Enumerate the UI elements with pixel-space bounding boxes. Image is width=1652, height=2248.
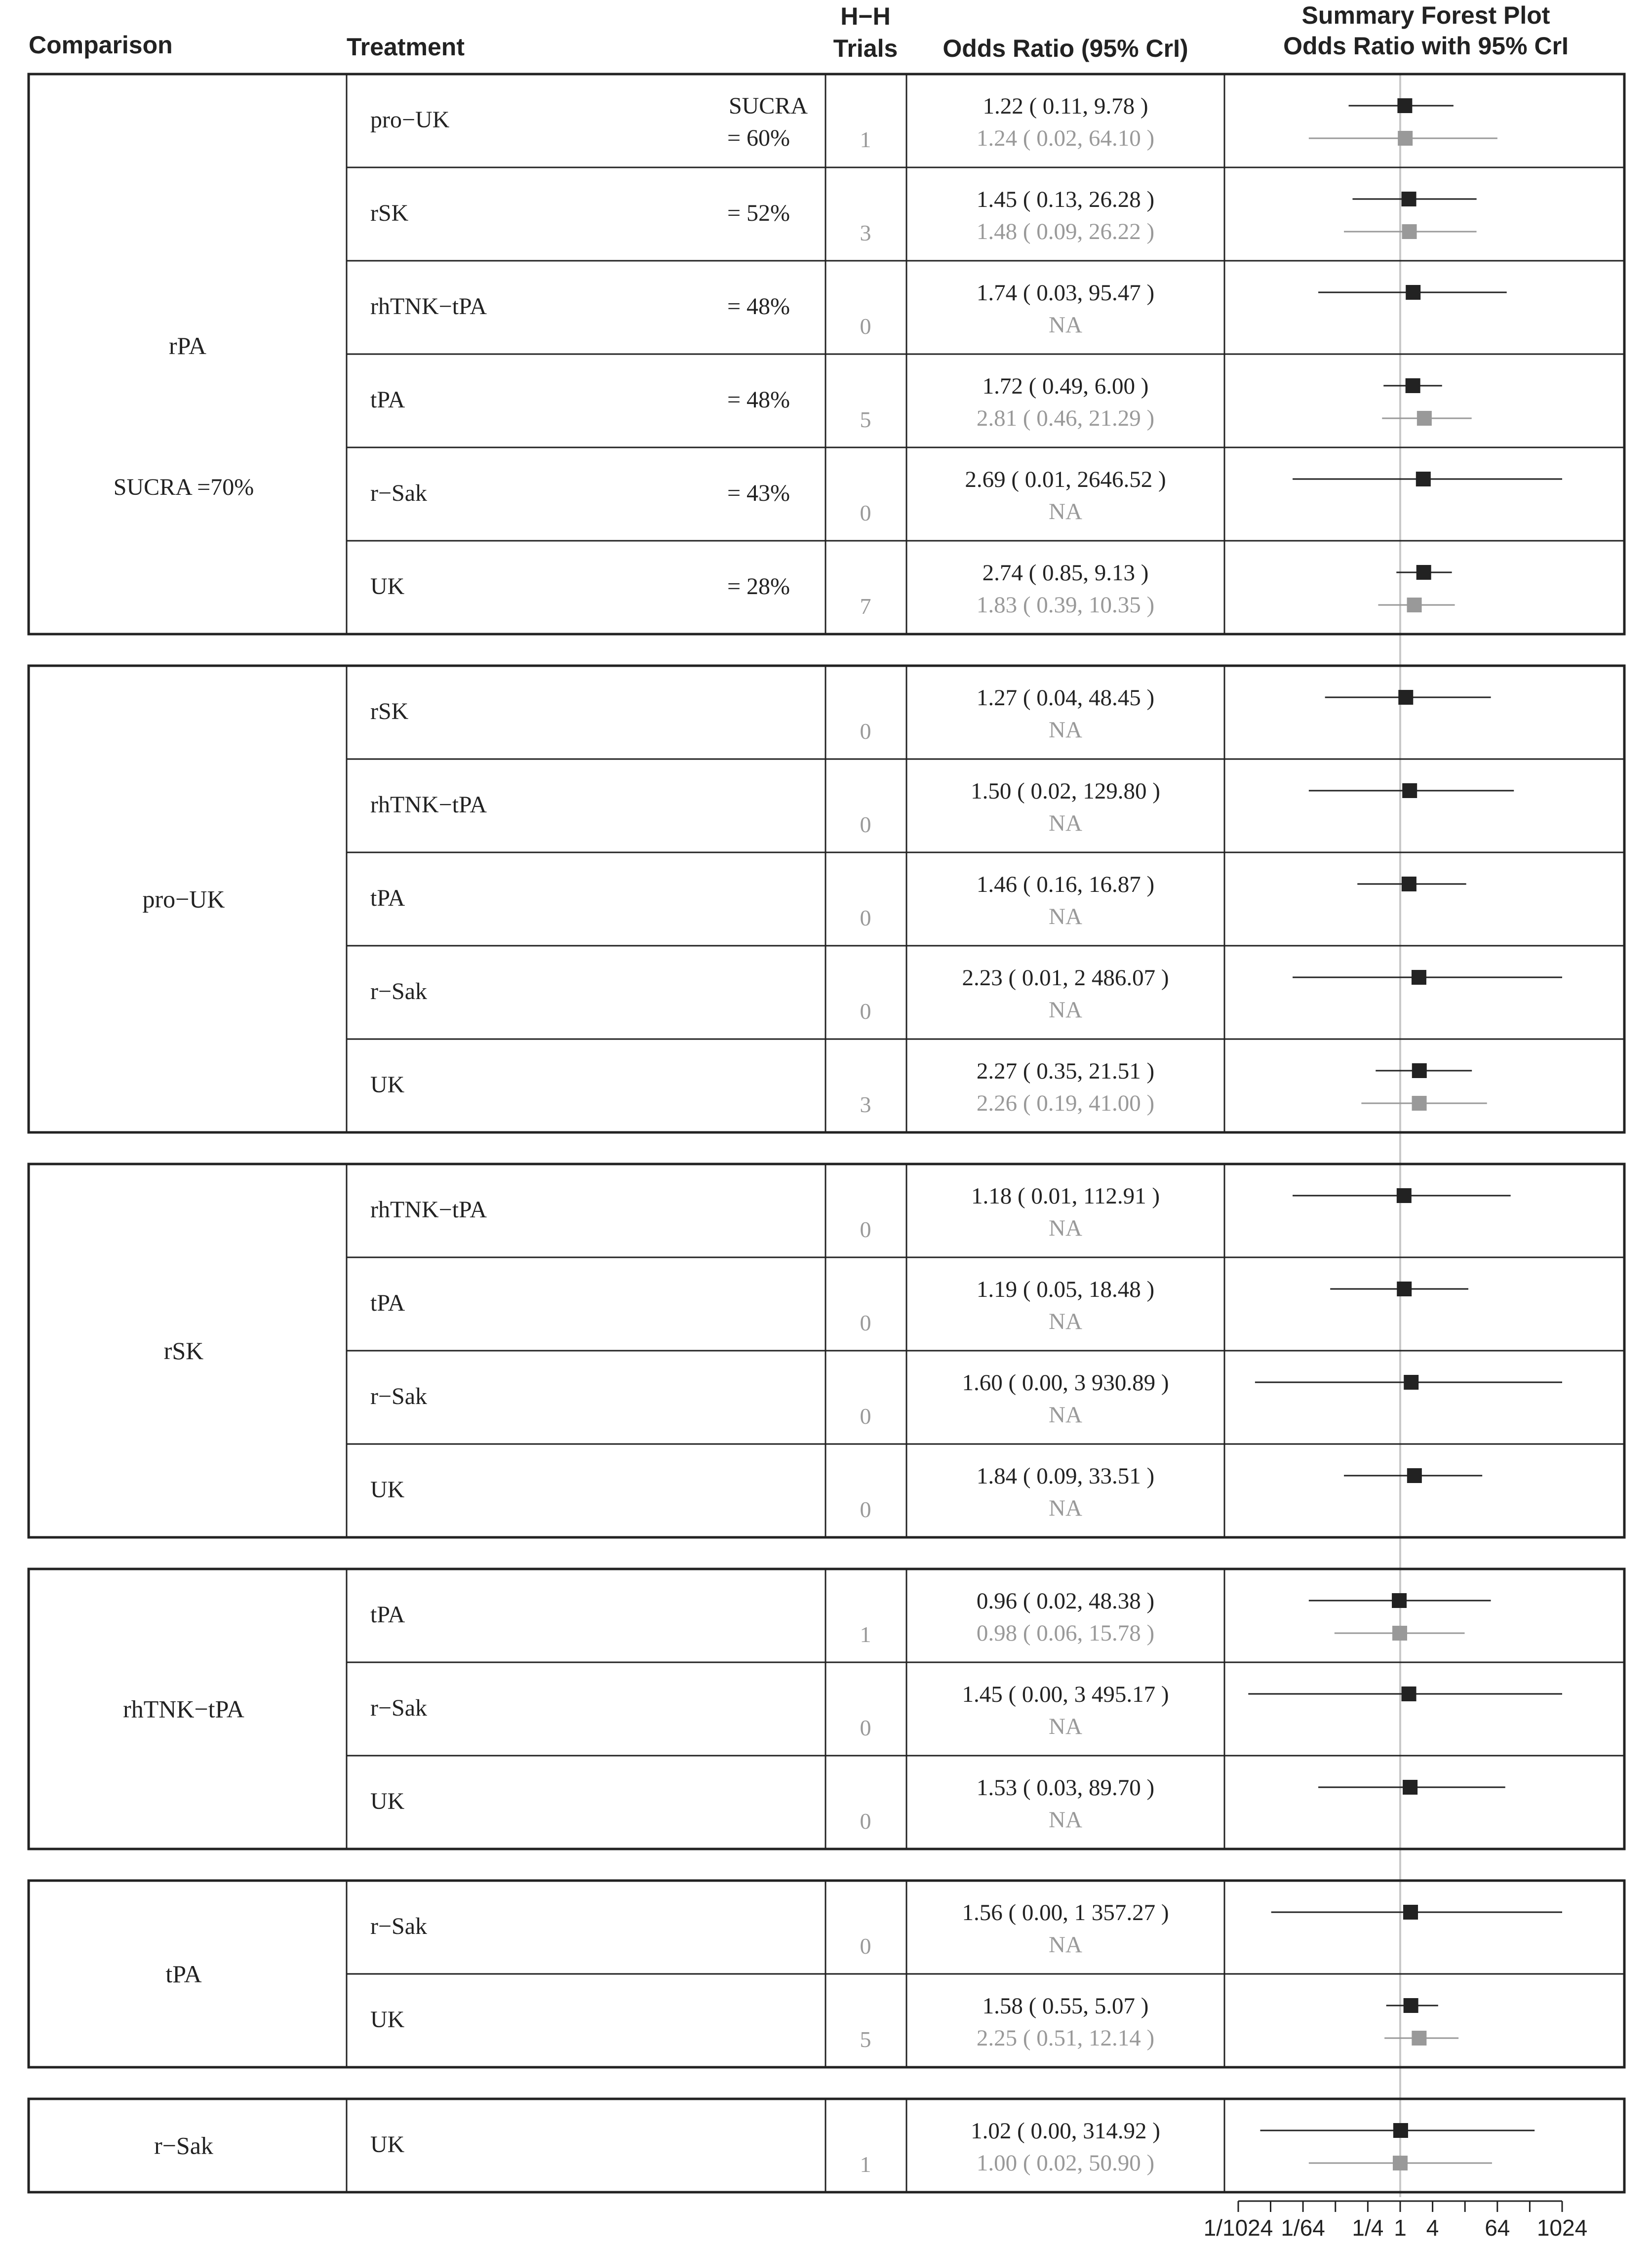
table-row bbox=[347, 1370, 1624, 1444]
table-row bbox=[347, 187, 1624, 261]
network-or-text: 1.45 ( 0.13, 26.28 ) bbox=[976, 187, 1155, 212]
sucra-value: = 60% bbox=[727, 125, 790, 151]
hh-trials-count: 0 bbox=[860, 1715, 871, 1740]
network-point bbox=[1403, 1905, 1418, 1920]
hh-trials-count: 3 bbox=[860, 220, 871, 245]
sucra-value: = 43% bbox=[727, 480, 790, 506]
network-or-text: 1.19 ( 0.05, 18.48 ) bbox=[976, 1277, 1155, 1302]
network-point bbox=[1397, 1282, 1412, 1296]
direct-point bbox=[1412, 1096, 1427, 1111]
hh-trials-count: 0 bbox=[860, 314, 871, 339]
direct-or-text: NA bbox=[1049, 904, 1082, 929]
group-border bbox=[29, 1569, 1624, 1849]
network-point bbox=[1398, 690, 1413, 705]
network-point bbox=[1416, 565, 1431, 580]
direct-or-text: NA bbox=[1049, 1932, 1082, 1958]
hh-trials-count: 0 bbox=[860, 999, 871, 1024]
network-point bbox=[1412, 970, 1426, 985]
sucra-value: = 48% bbox=[727, 387, 790, 413]
network-or-text: 1.27 ( 0.04, 48.45 ) bbox=[976, 685, 1155, 711]
header-forest-line2: Odds Ratio with 95% CrI bbox=[1283, 32, 1569, 60]
hh-trials-count: 0 bbox=[860, 1808, 871, 1834]
direct-or-text: 1.83 ( 0.39, 10.35 ) bbox=[976, 592, 1155, 618]
hh-trials-count: 5 bbox=[860, 407, 871, 432]
sucra-label: SUCRA bbox=[728, 93, 808, 119]
direct-or-text: NA bbox=[1049, 1402, 1082, 1428]
table-row bbox=[347, 872, 1624, 946]
direct-or-text: 1.00 ( 0.02, 50.90 ) bbox=[976, 2150, 1155, 2176]
direct-or-text: NA bbox=[1049, 312, 1082, 338]
comparison-group bbox=[29, 1569, 1624, 1849]
direct-point bbox=[1393, 2156, 1408, 2170]
treatment-label: UK bbox=[370, 2131, 405, 2158]
header-hh-line1: H−H bbox=[840, 2, 891, 30]
treatment-label: rSK bbox=[370, 200, 409, 226]
network-or-text: 1.74 ( 0.03, 95.47 ) bbox=[976, 280, 1155, 306]
hh-trials-count: 0 bbox=[860, 500, 871, 525]
direct-or-text: NA bbox=[1049, 1215, 1082, 1241]
network-or-text: 1.02 ( 0.00, 314.92 ) bbox=[971, 2118, 1160, 2144]
x-tick-label: 1/64 bbox=[1281, 2215, 1325, 2241]
treatment-label: tPA bbox=[370, 1602, 405, 1628]
direct-or-text: NA bbox=[1049, 1807, 1082, 1833]
table-row bbox=[370, 1463, 1482, 1522]
treatment-label: rhTNK−tPA bbox=[370, 293, 487, 320]
treatment-label: r−Sak bbox=[370, 1383, 428, 1409]
direct-or-text: NA bbox=[1049, 997, 1082, 1023]
network-or-text: 1.53 ( 0.03, 89.70 ) bbox=[976, 1775, 1155, 1801]
network-or-text: 2.69 ( 0.01, 2646.52 ) bbox=[965, 467, 1166, 492]
sucra-value: = 28% bbox=[727, 573, 790, 600]
network-point bbox=[1406, 285, 1420, 300]
table-row bbox=[370, 1993, 1458, 2052]
table-row bbox=[347, 373, 1624, 447]
network-point bbox=[1402, 783, 1417, 798]
treatment-label: UK bbox=[370, 1477, 405, 1503]
treatment-label: r−Sak bbox=[370, 1695, 428, 1721]
direct-or-text: NA bbox=[1049, 717, 1082, 743]
direct-or-text: NA bbox=[1049, 499, 1082, 524]
comparison-label: pro−UK bbox=[142, 885, 225, 913]
direct-or-text: 2.81 ( 0.46, 21.29 ) bbox=[976, 405, 1155, 431]
hh-trials-count: 0 bbox=[860, 1217, 871, 1242]
network-or-text: 1.18 ( 0.01, 112.91 ) bbox=[971, 1183, 1160, 1209]
comparison-sucra: SUCRA =70% bbox=[113, 474, 254, 500]
treatment-label: rhTNK−tPA bbox=[370, 792, 487, 818]
comparison-group bbox=[29, 2099, 1624, 2192]
hh-trials-count: 0 bbox=[860, 719, 871, 744]
comparison-group bbox=[29, 1164, 1624, 1537]
group-border bbox=[29, 2099, 1624, 2192]
network-or-text: 1.84 ( 0.09, 33.51 ) bbox=[976, 1463, 1155, 1489]
table-row bbox=[370, 1058, 1487, 1117]
hh-trials-count: 0 bbox=[860, 1404, 871, 1429]
comparison-group bbox=[29, 74, 1624, 634]
network-or-text: 1.22 ( 0.11, 9.78 ) bbox=[983, 93, 1148, 119]
table-row bbox=[347, 685, 1624, 759]
network-or-text: 0.96 ( 0.02, 48.38 ) bbox=[976, 1588, 1155, 1614]
x-tick-label: 1024 bbox=[1536, 2215, 1588, 2241]
hh-trials-count: 3 bbox=[860, 1092, 871, 1117]
network-point bbox=[1392, 1593, 1407, 1608]
x-tick-label: 4 bbox=[1426, 2215, 1439, 2241]
network-point bbox=[1407, 1468, 1422, 1483]
hh-trials-count: 0 bbox=[860, 1310, 871, 1335]
treatment-label: tPA bbox=[370, 387, 405, 413]
hh-trials-count: 0 bbox=[860, 905, 871, 930]
treatment-label: rSK bbox=[370, 698, 409, 724]
comparison-label: rSK bbox=[163, 1337, 204, 1365]
table-row bbox=[347, 1682, 1624, 1756]
network-or-text: 1.46 ( 0.16, 16.87 ) bbox=[976, 872, 1155, 897]
network-or-text: 2.27 ( 0.35, 21.51 ) bbox=[976, 1058, 1155, 1084]
hh-trials-count: 7 bbox=[860, 594, 871, 619]
direct-or-text: 2.26 ( 0.19, 41.00 ) bbox=[976, 1090, 1155, 1116]
treatment-label: pro−UK bbox=[370, 107, 450, 133]
network-point bbox=[1393, 2123, 1408, 2138]
table-row bbox=[370, 1775, 1505, 1834]
sucra-value: = 52% bbox=[727, 200, 790, 226]
header bbox=[29, 1, 1569, 62]
treatment-label: UK bbox=[370, 1072, 405, 1098]
hh-trials-count: 0 bbox=[860, 1933, 871, 1959]
network-or-text: 1.56 ( 0.00, 1 357.27 ) bbox=[962, 1900, 1169, 1926]
header-treatment: Treatment bbox=[347, 33, 465, 61]
direct-point bbox=[1417, 411, 1432, 426]
network-or-text: 2.23 ( 0.01, 2 486.07 ) bbox=[962, 965, 1169, 991]
network-point bbox=[1397, 1188, 1412, 1203]
table-row bbox=[347, 965, 1624, 1039]
direct-or-text: NA bbox=[1049, 1714, 1082, 1739]
network-point bbox=[1402, 192, 1416, 206]
table-row bbox=[347, 1277, 1624, 1351]
network-or-text: 1.58 ( 0.55, 5.07 ) bbox=[982, 1993, 1149, 2019]
table-row bbox=[347, 1588, 1624, 1662]
comparison-label: tPA bbox=[165, 1960, 202, 1988]
hh-trials-count: 0 bbox=[860, 812, 871, 837]
comparison-label: r−Sak bbox=[154, 2131, 213, 2160]
table-row bbox=[347, 93, 1624, 167]
direct-or-text: NA bbox=[1049, 1309, 1082, 1334]
hh-trials-count: 0 bbox=[860, 1497, 871, 1522]
network-point bbox=[1403, 1780, 1417, 1795]
header-comparison: Comparison bbox=[29, 31, 173, 59]
treatment-label: UK bbox=[370, 573, 405, 600]
treatment-label: UK bbox=[370, 2007, 405, 2033]
direct-point bbox=[1392, 1626, 1407, 1641]
treatment-label: r−Sak bbox=[370, 1913, 428, 1939]
x-tick-label: 1/4 bbox=[1352, 2215, 1384, 2241]
x-tick-label: 64 bbox=[1485, 2215, 1510, 2241]
treatment-label: tPA bbox=[370, 1290, 405, 1316]
comparison-label: rPA bbox=[169, 332, 206, 360]
network-point bbox=[1406, 378, 1420, 393]
network-point bbox=[1397, 98, 1412, 113]
treatment-label: r−Sak bbox=[370, 480, 428, 506]
network-or-text: 2.74 ( 0.85, 9.13 ) bbox=[982, 560, 1149, 586]
comparison-group bbox=[29, 1881, 1624, 2067]
direct-point bbox=[1407, 598, 1422, 612]
header-hh-line2: Trials bbox=[833, 35, 898, 62]
x-tick-label: 1 bbox=[1394, 2215, 1407, 2241]
hh-trials-count: 1 bbox=[860, 1622, 871, 1647]
comparison-group bbox=[29, 666, 1624, 1132]
network-point bbox=[1402, 1686, 1416, 1701]
network-or-text: 1.60 ( 0.00, 3 930.89 ) bbox=[962, 1370, 1169, 1396]
comparison-label: rhTNK−tPA bbox=[123, 1695, 244, 1723]
hh-trials-count: 1 bbox=[860, 127, 871, 152]
hh-trials-count: 5 bbox=[860, 2027, 871, 2052]
table-row bbox=[347, 467, 1624, 541]
direct-point bbox=[1398, 131, 1413, 146]
direct-or-text: 0.98 ( 0.06, 15.78 ) bbox=[976, 1620, 1155, 1646]
direct-or-text: NA bbox=[1049, 810, 1082, 836]
table-row bbox=[347, 280, 1624, 354]
x-axis bbox=[1204, 2201, 1588, 2241]
network-point bbox=[1402, 877, 1416, 891]
table-row bbox=[347, 1900, 1624, 1974]
network-point bbox=[1404, 1375, 1418, 1390]
direct-point bbox=[1402, 224, 1417, 239]
header-odds-ratio: Odds Ratio (95% CrI) bbox=[943, 35, 1188, 62]
network-point bbox=[1404, 1998, 1418, 2013]
direct-or-text: 1.48 ( 0.09, 26.22 ) bbox=[976, 219, 1155, 244]
sucra-value: = 48% bbox=[727, 293, 790, 320]
table-row bbox=[370, 560, 1455, 619]
network-point bbox=[1412, 1063, 1427, 1078]
hh-trials-count: 1 bbox=[860, 2152, 871, 2177]
treatment-label: r−Sak bbox=[370, 978, 428, 1004]
direct-point bbox=[1412, 2031, 1426, 2046]
direct-or-text: 1.24 ( 0.02, 64.10 ) bbox=[976, 125, 1155, 151]
comparison-groups bbox=[29, 74, 1624, 2192]
network-or-text: 1.72 ( 0.49, 6.00 ) bbox=[982, 373, 1149, 399]
network-or-text: 1.45 ( 0.00, 3 495.17 ) bbox=[962, 1682, 1169, 1707]
treatment-label: tPA bbox=[370, 885, 405, 911]
table-row bbox=[370, 2118, 1534, 2177]
network-or-text: 1.50 ( 0.02, 129.80 ) bbox=[971, 778, 1160, 804]
treatment-label: rhTNK−tPA bbox=[370, 1197, 487, 1223]
direct-or-text: NA bbox=[1049, 1495, 1082, 1521]
header-forest-line1: Summary Forest Plot bbox=[1301, 1, 1550, 29]
x-tick-label: 1/1024 bbox=[1203, 2215, 1273, 2241]
network-point bbox=[1416, 472, 1431, 486]
table-row bbox=[347, 778, 1624, 852]
direct-or-text: 2.25 ( 0.51, 12.14 ) bbox=[976, 2025, 1155, 2051]
treatment-label: UK bbox=[370, 1788, 405, 1814]
table-row bbox=[347, 1183, 1624, 1257]
group-border bbox=[29, 666, 1624, 1132]
